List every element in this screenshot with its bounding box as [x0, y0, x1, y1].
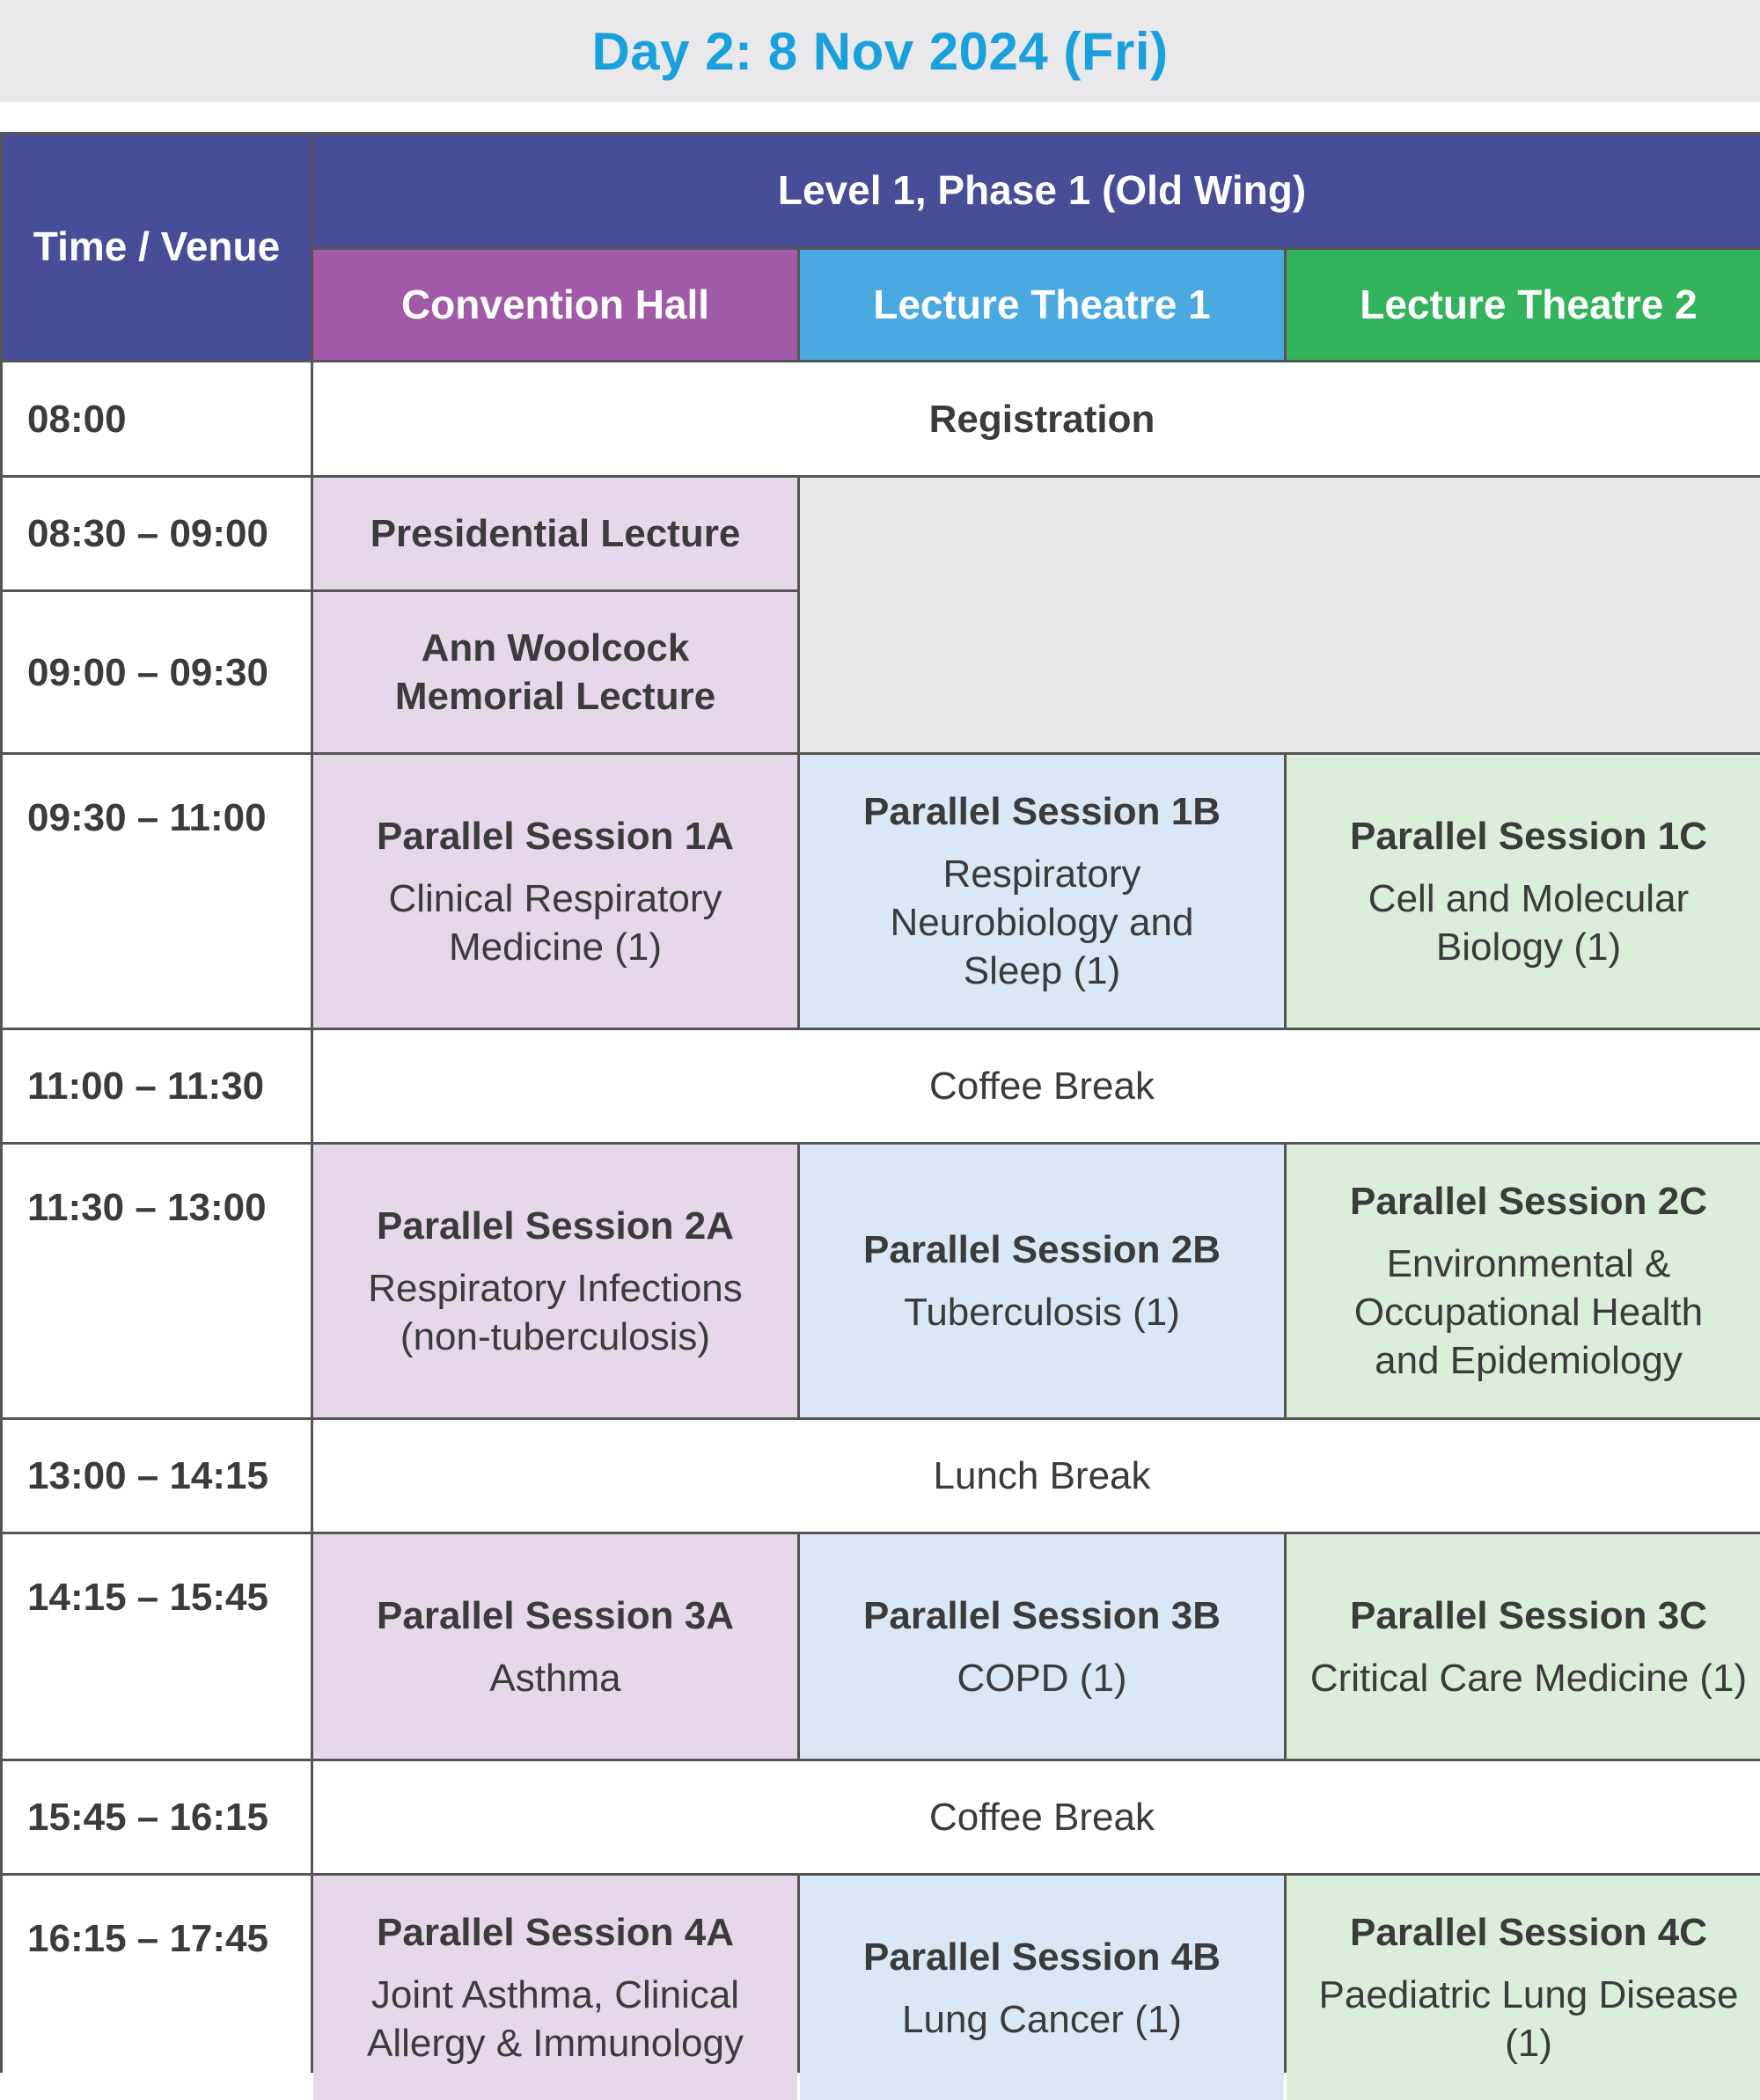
time-label: 08:00	[27, 397, 127, 441]
session-title: Parallel Session 2C	[1350, 1180, 1707, 1223]
time-label: 09:30 – 11:00	[27, 796, 267, 839]
session-3a	[313, 1534, 797, 1759]
session-3c	[1287, 1534, 1760, 1759]
session-title: Parallel Session 4C	[1350, 1911, 1707, 1954]
presidential-lecture: Presidential Lecture	[313, 478, 797, 589]
coffee-break: Coffee Break	[313, 1761, 1760, 1873]
session-3b	[800, 1534, 1284, 1759]
session-title: Parallel Session 2B	[863, 1228, 1221, 1271]
header-convention-hall: Convention Hall	[313, 250, 797, 360]
session-1c	[1287, 755, 1760, 1028]
session-title: Parallel Session 4B	[863, 1935, 1221, 1979]
session-1b	[800, 755, 1284, 1028]
time-slot	[3, 1145, 311, 1417]
time-label: 15:45 – 16:15	[27, 1796, 268, 1839]
session-4a	[313, 1876, 797, 2100]
session-topic: Critical Care Medicine (1)	[1309, 1656, 1748, 1700]
session-1a	[313, 755, 797, 1028]
time-label: 13:00 – 14:15	[27, 1454, 268, 1497]
time-slot	[3, 755, 311, 1028]
session-title: Parallel Session 2A	[377, 1204, 734, 1248]
session-topic: Lung Cancer (1)	[902, 1997, 1182, 2041]
woolcock-lecture: Ann Woolcock Memorial Lecture	[313, 592, 797, 752]
title-bar	[0, 0, 1760, 102]
time-label: 09:00 – 09:30	[27, 650, 268, 694]
header-level: Level 1, Phase 1 (Old Wing)	[313, 135, 1760, 247]
session-title: Parallel Session 3A	[377, 1593, 734, 1637]
time-label: 14:15 – 15:45	[27, 1576, 268, 1619]
session-2a	[313, 1145, 797, 1417]
session-title: Parallel Session 1A	[377, 814, 734, 858]
session-4c	[1287, 1876, 1760, 2100]
lunch-break: Lunch Break	[313, 1420, 1760, 1532]
session-topic: Asthma	[489, 1656, 621, 1700]
registration: Registration	[313, 362, 1760, 475]
time-slot	[3, 478, 311, 589]
time-slot	[3, 1420, 311, 1532]
header-lecture-theatre-1: Lecture Theatre 1	[800, 250, 1284, 360]
time-slot	[3, 1876, 311, 2100]
time-slot	[3, 592, 311, 752]
time-slot	[3, 362, 311, 475]
header-time-venue: Time / Venue	[3, 135, 311, 360]
session-2c	[1287, 1145, 1760, 1417]
page-title: Day 2: 8 Nov 2024 (Fri)	[591, 21, 1169, 81]
session-topic: Joint Asthma, Clinical Allergy & Immunology	[367, 1973, 744, 2065]
time-label: 11:00 – 11:30	[27, 1065, 265, 1108]
coffee-break: Coffee Break	[313, 1030, 1760, 1142]
session-topic: Environmental & Occupational Health and Epidemiology	[1353, 1242, 1704, 1382]
session-title: Parallel Session 3C	[1350, 1593, 1707, 1637]
time-label: 16:15 – 17:45	[27, 1917, 268, 1960]
session-title: Parallel Session 4A	[377, 1911, 734, 1954]
time-slot	[3, 1030, 311, 1142]
session-topic: Tuberculosis (1)	[904, 1291, 1180, 1334]
session-title: Parallel Session 3B	[863, 1593, 1221, 1637]
time-slot	[3, 1534, 311, 1759]
header-lecture-theatre-2: Lecture Theatre 2	[1287, 250, 1760, 360]
session-topic: Cell and Molecular Biology (1)	[1368, 876, 1690, 969]
session-4b	[800, 1876, 1284, 2100]
time-slot	[3, 1761, 311, 1873]
session-topic: COPD (1)	[957, 1656, 1127, 1700]
time-label: 11:30 – 13:00	[27, 1186, 267, 1229]
schedule-table	[0, 132, 1760, 2073]
session-2b	[800, 1145, 1284, 1417]
time-label: 08:30 – 09:00	[27, 512, 268, 555]
session-topic: Respiratory Neurobiology and Sleep (1)	[890, 852, 1194, 992]
empty-block	[800, 478, 1760, 752]
session-topic: Respiratory Infections (non-tuberculosis)	[368, 1266, 743, 1358]
session-title: Parallel Session 1C	[1350, 814, 1707, 858]
session-topic: Clinical Respiratory Medicine (1)	[388, 876, 722, 969]
session-topic: Paediatric Lung Disease (1)	[1318, 1973, 1739, 2065]
session-title: Parallel Session 1B	[863, 790, 1221, 833]
